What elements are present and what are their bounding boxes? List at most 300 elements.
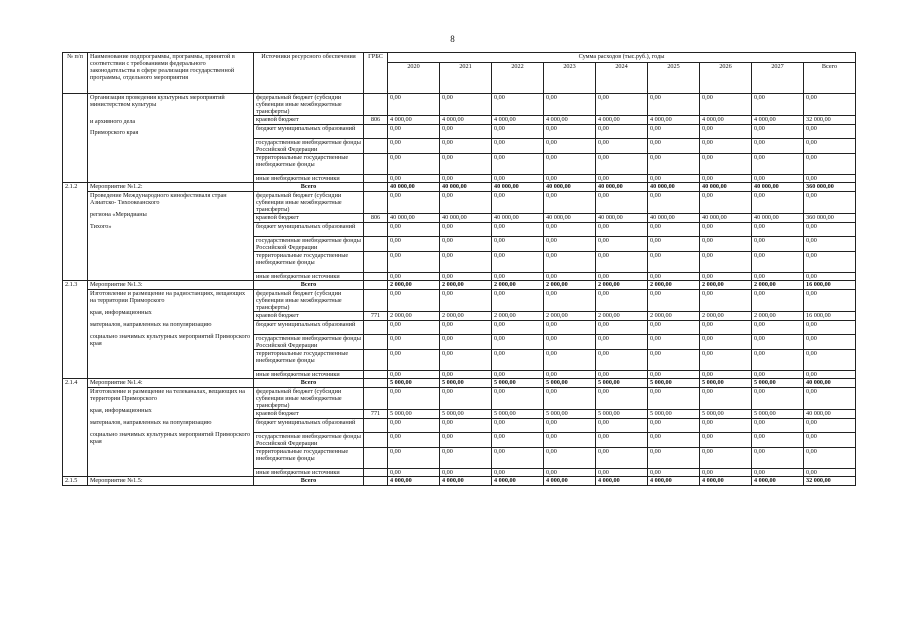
value-cell: 0,00 — [752, 192, 804, 214]
value-cell: 0,00 — [700, 252, 752, 273]
row-number: 2.1.4 — [63, 379, 88, 477]
value-cell: 0,00 — [440, 175, 492, 183]
value-cell: 0,00 — [492, 469, 544, 477]
source-cell: краевой бюджет — [254, 312, 364, 321]
row-number: 2.1.3 — [63, 281, 88, 379]
value-cell: 0,00 — [388, 252, 440, 273]
value-cell: 0,00 — [440, 388, 492, 410]
value-cell: 0,00 — [544, 154, 596, 175]
value-cell: 0,00 — [388, 237, 440, 252]
value-cell: 40 000,00 — [700, 183, 752, 192]
value-cell: 0,00 — [388, 125, 440, 139]
grbs-cell — [364, 237, 388, 252]
value-cell: 4 000,00 — [388, 477, 440, 486]
value-cell: 0,00 — [700, 290, 752, 312]
value-cell: 4 000,00 — [752, 116, 804, 125]
header-num: № п/п — [63, 53, 88, 94]
source-cell: федеральный бюджет (субсидии субвенции иные межбюджетные трансферты) — [254, 94, 364, 116]
value-cell: 2 000,00 — [388, 312, 440, 321]
value-cell: 0,00 — [440, 371, 492, 379]
value-cell: 0,00 — [752, 290, 804, 312]
value-cell: 0,00 — [388, 419, 440, 433]
value-cell: 0,00 — [700, 154, 752, 175]
value-cell: 2 000,00 — [440, 312, 492, 321]
header-expenses: Сумма расходов (тыс.руб.), годы — [388, 53, 856, 63]
value-cell: 2 000,00 — [544, 281, 596, 290]
value-cell: 360 000,00 — [804, 183, 856, 192]
value-cell: 0,00 — [544, 94, 596, 116]
header-grbs: ГРБС — [364, 53, 388, 94]
value-cell: 0,00 — [596, 350, 648, 371]
source-cell: Всего — [254, 379, 364, 388]
grbs-cell — [364, 379, 388, 388]
value-cell: 0,00 — [648, 125, 700, 139]
value-cell: 0,00 — [440, 433, 492, 448]
value-cell: 0,00 — [804, 469, 856, 477]
grbs-cell: 771 — [364, 312, 388, 321]
value-cell: 0,00 — [544, 419, 596, 433]
value-cell: 0,00 — [596, 469, 648, 477]
value-cell: 0,00 — [440, 125, 492, 139]
source-cell: бюджет муниципальных образований — [254, 321, 364, 335]
value-cell: 0,00 — [544, 223, 596, 237]
value-cell: 0,00 — [440, 139, 492, 154]
value-cell: 0,00 — [804, 388, 856, 410]
value-cell: 0,00 — [804, 448, 856, 469]
value-cell: 0,00 — [492, 388, 544, 410]
source-cell: государственные внебюджетные фонды Российской Федерации — [254, 433, 364, 448]
value-cell: 0,00 — [648, 448, 700, 469]
value-cell: 40 000,00 — [648, 183, 700, 192]
value-cell: 4 000,00 — [752, 477, 804, 486]
value-cell: 0,00 — [596, 290, 648, 312]
value-cell: 40 000,00 — [492, 183, 544, 192]
value-cell: 0,00 — [648, 237, 700, 252]
value-cell: 5 000,00 — [596, 410, 648, 419]
grbs-cell — [364, 252, 388, 273]
value-cell: 0,00 — [388, 175, 440, 183]
value-cell: 5 000,00 — [388, 379, 440, 388]
value-cell: 0,00 — [752, 321, 804, 335]
value-cell: 0,00 — [388, 448, 440, 469]
event-name-line: социально значимых культурных мероприятий Приморского края — [90, 431, 251, 445]
event-name-line: Проведение Международного кинофестиваля стран Азиатско- Тихоокеанского — [90, 192, 227, 206]
row-number: 2.1.2 — [63, 183, 88, 281]
value-cell: 0,00 — [596, 154, 648, 175]
value-cell: 0,00 — [752, 139, 804, 154]
value-cell: 0,00 — [388, 433, 440, 448]
value-cell: 0,00 — [596, 125, 648, 139]
source-cell: территориальные государственные внебюджетные фонды — [254, 350, 364, 371]
grbs-cell — [364, 223, 388, 237]
value-cell: 0,00 — [752, 125, 804, 139]
event-name-line: Тихого» — [90, 223, 112, 230]
value-cell: 4 000,00 — [596, 477, 648, 486]
row-number: 2.1.5 — [63, 477, 88, 486]
table-row — [63, 379, 856, 388]
event-title: Мероприятие №1.3: — [88, 281, 254, 290]
grbs-cell — [364, 281, 388, 290]
value-cell: 40 000,00 — [804, 410, 856, 419]
header-year: 2022 — [492, 63, 544, 94]
value-cell: 5 000,00 — [648, 379, 700, 388]
value-cell: 40 000,00 — [388, 214, 440, 223]
value-cell: 4 000,00 — [492, 477, 544, 486]
value-cell: 0,00 — [492, 139, 544, 154]
value-cell: 0,00 — [388, 154, 440, 175]
value-cell: 0,00 — [492, 94, 544, 116]
value-cell: 0,00 — [648, 419, 700, 433]
value-cell: 0,00 — [492, 237, 544, 252]
value-cell: 0,00 — [752, 448, 804, 469]
value-cell: 0,00 — [700, 335, 752, 350]
grbs-cell — [364, 448, 388, 469]
source-cell: Всего — [254, 281, 364, 290]
value-cell: 0,00 — [648, 154, 700, 175]
source-cell: краевой бюджет — [254, 116, 364, 125]
value-cell: 0,00 — [596, 175, 648, 183]
value-cell: 2 000,00 — [544, 312, 596, 321]
value-cell: 0,00 — [440, 94, 492, 116]
grbs-cell — [364, 433, 388, 448]
value-cell: 5 000,00 — [596, 379, 648, 388]
value-cell: 0,00 — [648, 371, 700, 379]
value-cell: 2 000,00 — [492, 281, 544, 290]
header-year: 2023 — [544, 63, 596, 94]
table-row — [63, 477, 856, 486]
value-cell: 2 000,00 — [700, 312, 752, 321]
source-cell: бюджет муниципальных образований — [254, 419, 364, 433]
value-cell: 0,00 — [700, 371, 752, 379]
grbs-cell — [364, 290, 388, 312]
value-cell: 4 000,00 — [544, 116, 596, 125]
value-cell: 40 000,00 — [648, 214, 700, 223]
value-cell: 0,00 — [544, 350, 596, 371]
value-cell: 0,00 — [492, 419, 544, 433]
grbs-cell — [364, 419, 388, 433]
grbs-cell — [364, 273, 388, 281]
value-cell: 0,00 — [544, 252, 596, 273]
value-cell: 0,00 — [544, 175, 596, 183]
value-cell: 0,00 — [492, 154, 544, 175]
grbs-cell: 806 — [364, 116, 388, 125]
value-cell: 0,00 — [700, 273, 752, 281]
value-cell: 5 000,00 — [492, 379, 544, 388]
value-cell: 4 000,00 — [492, 116, 544, 125]
value-cell: 0,00 — [596, 273, 648, 281]
source-cell: бюджет муниципальных образований — [254, 223, 364, 237]
grbs-cell — [364, 388, 388, 410]
table-row — [63, 183, 856, 192]
value-cell: 0,00 — [544, 469, 596, 477]
value-cell: 0,00 — [700, 94, 752, 116]
grbs-cell — [364, 350, 388, 371]
value-cell: 0,00 — [440, 223, 492, 237]
source-cell: Всего — [254, 477, 364, 486]
grbs-cell — [364, 192, 388, 214]
value-cell: 0,00 — [700, 388, 752, 410]
value-cell: 2 000,00 — [492, 312, 544, 321]
grbs-cell — [364, 94, 388, 116]
value-cell: 40 000,00 — [804, 379, 856, 388]
event-name-line: материалов, направленных на популяризацию — [90, 321, 212, 328]
value-cell: 40 000,00 — [596, 214, 648, 223]
value-cell: 0,00 — [388, 192, 440, 214]
value-cell: 0,00 — [648, 192, 700, 214]
value-cell: 0,00 — [440, 419, 492, 433]
value-cell: 0,00 — [596, 321, 648, 335]
value-cell: 0,00 — [752, 273, 804, 281]
event-name — [88, 290, 254, 379]
value-cell: 360 000,00 — [804, 214, 856, 223]
value-cell: 2 000,00 — [596, 312, 648, 321]
value-cell: 0,00 — [492, 252, 544, 273]
value-cell: 0,00 — [596, 139, 648, 154]
value-cell: 0,00 — [596, 192, 648, 214]
value-cell: 0,00 — [492, 433, 544, 448]
value-cell: 5 000,00 — [700, 410, 752, 419]
value-cell: 0,00 — [544, 321, 596, 335]
value-cell: 0,00 — [388, 139, 440, 154]
source-cell: иные внебюджетные источники — [254, 371, 364, 379]
value-cell: 0,00 — [752, 350, 804, 371]
grbs-cell: 806 — [364, 214, 388, 223]
value-cell: 40 000,00 — [752, 183, 804, 192]
value-cell: 0,00 — [752, 94, 804, 116]
value-cell: 0,00 — [804, 252, 856, 273]
grbs-cell — [364, 469, 388, 477]
value-cell: 0,00 — [752, 469, 804, 477]
value-cell: 5 000,00 — [752, 379, 804, 388]
value-cell: 4 000,00 — [440, 477, 492, 486]
value-cell: 0,00 — [544, 433, 596, 448]
value-cell: 0,00 — [804, 192, 856, 214]
value-cell: 0,00 — [752, 335, 804, 350]
value-cell: 0,00 — [440, 273, 492, 281]
source-cell: государственные внебюджетные фонды Российской Федерации — [254, 237, 364, 252]
value-cell: 0,00 — [752, 237, 804, 252]
value-cell: 0,00 — [544, 448, 596, 469]
value-cell: 0,00 — [648, 252, 700, 273]
value-cell: 4 000,00 — [440, 116, 492, 125]
value-cell: 5 000,00 — [648, 410, 700, 419]
value-cell: 32 000,00 — [804, 477, 856, 486]
value-cell: 0,00 — [492, 175, 544, 183]
value-cell: 0,00 — [648, 321, 700, 335]
value-cell: 0,00 — [440, 192, 492, 214]
value-cell: 0,00 — [752, 175, 804, 183]
value-cell: 0,00 — [388, 321, 440, 335]
value-cell: 0,00 — [752, 433, 804, 448]
event-title: Мероприятие №1.4: — [88, 379, 254, 388]
header-year: 2025 — [648, 63, 700, 94]
value-cell: 4 000,00 — [700, 116, 752, 125]
value-cell: 0,00 — [752, 371, 804, 379]
value-cell: 0,00 — [804, 321, 856, 335]
value-cell: 0,00 — [700, 125, 752, 139]
budget-body — [63, 94, 856, 486]
source-cell: федеральный бюджет (субсидии субвенции иные межбюджетные трансферты) — [254, 290, 364, 312]
value-cell: 0,00 — [388, 273, 440, 281]
grbs-cell — [364, 154, 388, 175]
budget-table — [62, 52, 856, 486]
value-cell: 2 000,00 — [440, 281, 492, 290]
value-cell: 0,00 — [648, 290, 700, 312]
value-cell: 0,00 — [440, 448, 492, 469]
table-row — [63, 192, 856, 214]
value-cell: 2 000,00 — [648, 312, 700, 321]
value-cell: 40 000,00 — [440, 214, 492, 223]
value-cell: 0,00 — [440, 321, 492, 335]
source-cell: иные внебюджетные источники — [254, 469, 364, 477]
value-cell: 0,00 — [544, 192, 596, 214]
event-name-line: социально значимых культурных мероприятий Приморского края — [90, 333, 251, 347]
value-cell: 0,00 — [648, 139, 700, 154]
value-cell: 0,00 — [596, 94, 648, 116]
header-year: 2027 — [752, 63, 804, 94]
value-cell: 16 000,00 — [804, 312, 856, 321]
value-cell: 0,00 — [492, 192, 544, 214]
value-cell: 0,00 — [492, 321, 544, 335]
value-cell: 0,00 — [492, 273, 544, 281]
table-row — [63, 94, 856, 116]
value-cell: 0,00 — [804, 94, 856, 116]
value-cell: 5 000,00 — [752, 410, 804, 419]
value-cell: 0,00 — [700, 175, 752, 183]
value-cell: 0,00 — [648, 223, 700, 237]
value-cell: 40 000,00 — [440, 183, 492, 192]
header-name: Наименование подпрограммы, программы, принятой в соответствии с требованиями федерального законодательства в сфере реализации государственной программы, отдельного мероприятия — [88, 53, 254, 94]
grbs-cell: 771 — [364, 410, 388, 419]
value-cell: 40 000,00 — [388, 183, 440, 192]
grbs-cell — [364, 477, 388, 486]
header-year: 2020 — [388, 63, 440, 94]
value-cell: 0,00 — [388, 290, 440, 312]
value-cell: 16 000,00 — [804, 281, 856, 290]
value-cell: 0,00 — [700, 448, 752, 469]
header-year: Всего — [804, 63, 856, 94]
value-cell: 0,00 — [544, 388, 596, 410]
source-cell: федеральный бюджет (субсидии субвенции иные межбюджетные трансферты) — [254, 388, 364, 410]
value-cell: 0,00 — [804, 335, 856, 350]
value-cell: 2 000,00 — [388, 281, 440, 290]
value-cell: 0,00 — [440, 252, 492, 273]
value-cell: 2 000,00 — [648, 281, 700, 290]
value-cell: 0,00 — [596, 419, 648, 433]
value-cell: 5 000,00 — [440, 379, 492, 388]
value-cell: 0,00 — [544, 290, 596, 312]
value-cell: 4 000,00 — [388, 116, 440, 125]
source-cell: государственные внебюджетные фонды Российской Федерации — [254, 335, 364, 350]
value-cell: 0,00 — [492, 290, 544, 312]
source-cell: Всего — [254, 183, 364, 192]
value-cell: 0,00 — [804, 350, 856, 371]
value-cell: 0,00 — [388, 94, 440, 116]
table-row — [63, 281, 856, 290]
value-cell: 0,00 — [648, 350, 700, 371]
value-cell: 0,00 — [544, 125, 596, 139]
value-cell: 0,00 — [544, 335, 596, 350]
value-cell: 0,00 — [804, 273, 856, 281]
value-cell: 0,00 — [700, 139, 752, 154]
value-cell: 0,00 — [596, 433, 648, 448]
value-cell: 0,00 — [752, 419, 804, 433]
source-cell: иные внебюджетные источники — [254, 175, 364, 183]
table-row — [63, 290, 856, 312]
value-cell: 0,00 — [700, 350, 752, 371]
value-cell: 5 000,00 — [388, 410, 440, 419]
value-cell: 0,00 — [492, 335, 544, 350]
value-cell: 0,00 — [752, 223, 804, 237]
value-cell: 4 000,00 — [544, 477, 596, 486]
value-cell: 0,00 — [700, 321, 752, 335]
grbs-cell — [364, 371, 388, 379]
event-name-line: Организация проведения культурных мероприятий министерством культуры — [90, 94, 225, 108]
value-cell: 0,00 — [648, 335, 700, 350]
value-cell: 0,00 — [700, 192, 752, 214]
value-cell: 0,00 — [596, 223, 648, 237]
header-year: 2021 — [440, 63, 492, 94]
value-cell: 0,00 — [804, 290, 856, 312]
value-cell: 5 000,00 — [544, 410, 596, 419]
value-cell: 5 000,00 — [492, 410, 544, 419]
source-cell: краевой бюджет — [254, 214, 364, 223]
value-cell: 0,00 — [648, 175, 700, 183]
value-cell: 5 000,00 — [544, 379, 596, 388]
value-cell: 0,00 — [440, 290, 492, 312]
value-cell: 4 000,00 — [700, 477, 752, 486]
row-number — [63, 94, 88, 183]
value-cell: 0,00 — [700, 419, 752, 433]
source-cell: государственные внебюджетные фонды Российской Федерации — [254, 139, 364, 154]
source-cell: территориальные государственные внебюджетные фонды — [254, 154, 364, 175]
value-cell: 40 000,00 — [752, 214, 804, 223]
value-cell: 0,00 — [492, 125, 544, 139]
value-cell: 0,00 — [388, 223, 440, 237]
value-cell: 0,00 — [388, 388, 440, 410]
value-cell: 0,00 — [492, 448, 544, 469]
value-cell: 0,00 — [596, 335, 648, 350]
event-name-line: региона «Меридианы — [90, 211, 147, 218]
grbs-cell — [364, 175, 388, 183]
value-cell: 0,00 — [648, 273, 700, 281]
value-cell: 0,00 — [648, 469, 700, 477]
value-cell: 40 000,00 — [596, 183, 648, 192]
value-cell: 4 000,00 — [648, 116, 700, 125]
grbs-cell — [364, 139, 388, 154]
value-cell: 0,00 — [544, 273, 596, 281]
source-cell: бюджет муниципальных образований — [254, 125, 364, 139]
value-cell: 2 000,00 — [752, 312, 804, 321]
value-cell: 0,00 — [440, 237, 492, 252]
source-cell: иные внебюджетные источники — [254, 273, 364, 281]
value-cell: 0,00 — [804, 175, 856, 183]
value-cell: 2 000,00 — [752, 281, 804, 290]
value-cell: 0,00 — [596, 252, 648, 273]
value-cell: 0,00 — [804, 433, 856, 448]
value-cell: 0,00 — [700, 469, 752, 477]
value-cell: 0,00 — [648, 94, 700, 116]
event-name — [88, 94, 254, 183]
source-cell: федеральный бюджет (субсидии субвенции иные межбюджетные трансферты) — [254, 192, 364, 214]
value-cell: 32 000,00 — [804, 116, 856, 125]
event-name — [88, 192, 254, 281]
event-title: Мероприятие №1.2: — [88, 183, 254, 192]
event-name-line: края, информационных — [90, 407, 152, 414]
value-cell: 0,00 — [804, 419, 856, 433]
value-cell: 0,00 — [648, 433, 700, 448]
value-cell: 0,00 — [700, 223, 752, 237]
